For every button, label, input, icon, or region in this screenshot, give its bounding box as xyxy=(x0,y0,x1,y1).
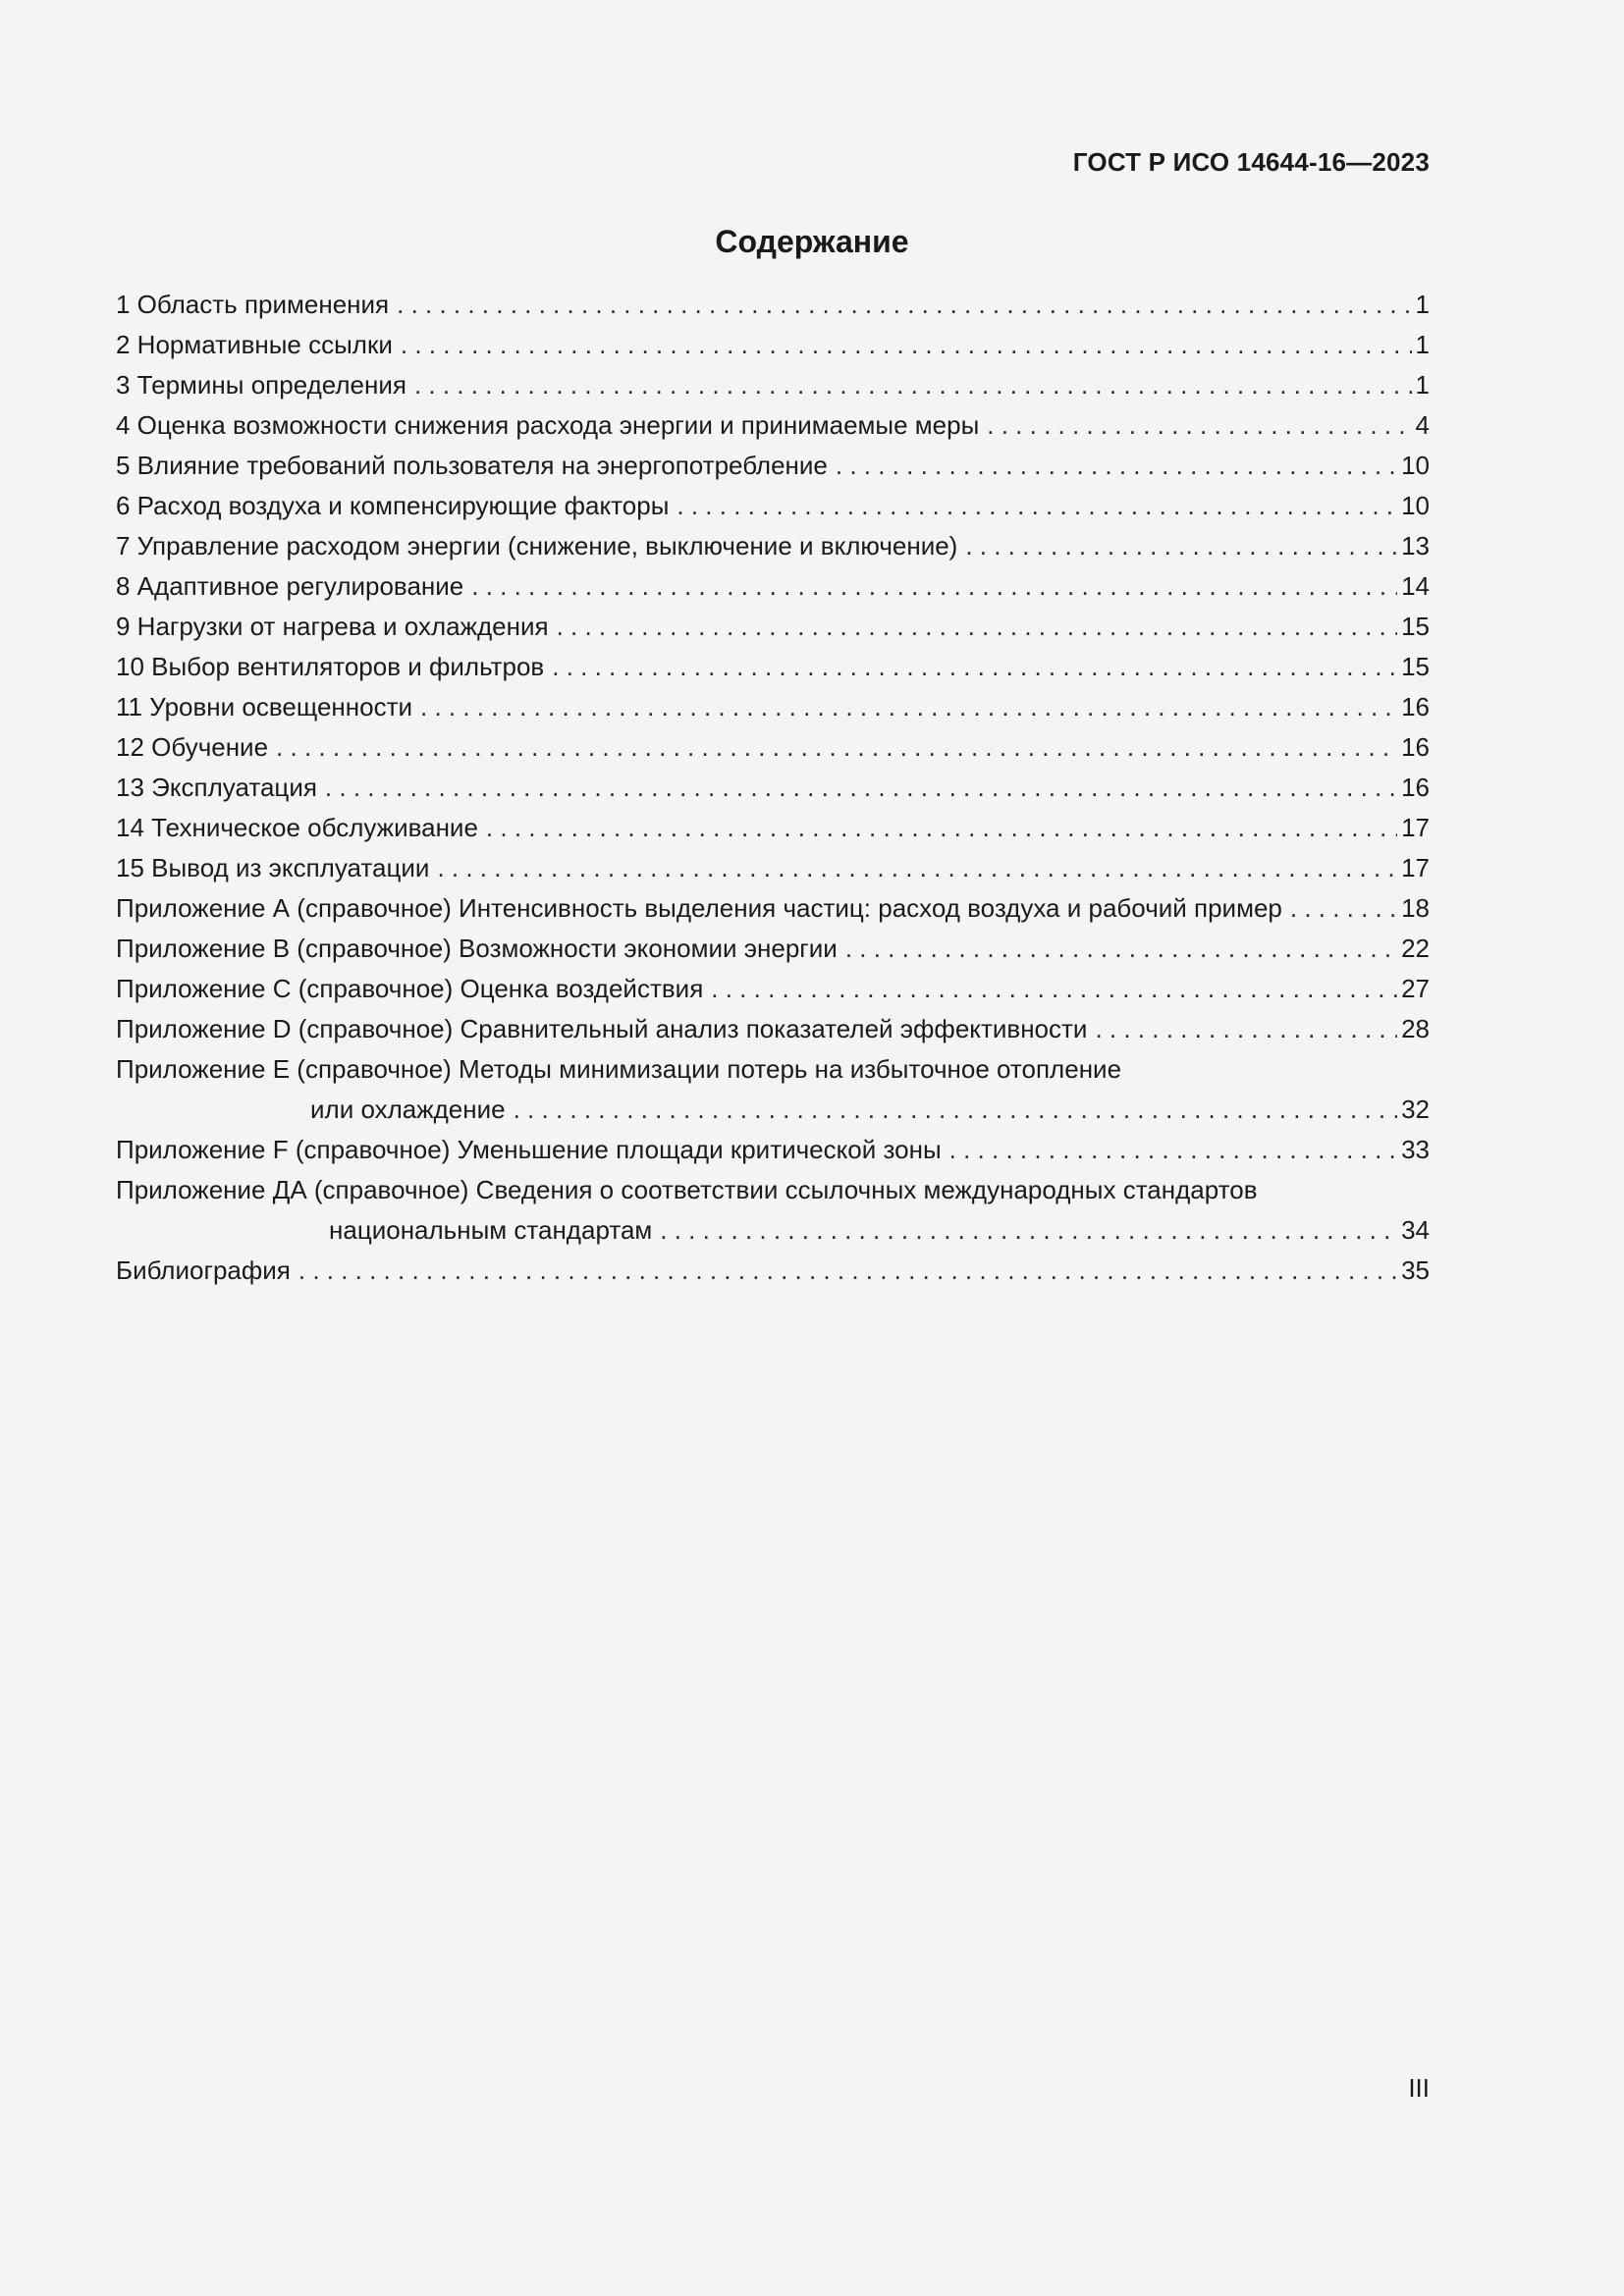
toc-entry-10[interactable] xyxy=(116,647,1430,687)
toc-entry-label: Приложение Е (справочное) Методы минимизации потерь на избыточное отопление xyxy=(116,1054,1122,1084)
toc-entry-label: 1 Область применения xyxy=(116,290,390,319)
toc-entry-label-continuation: или охлаждение xyxy=(310,1095,506,1124)
toc-entry-label: 11 Уровни освещенности xyxy=(116,692,413,721)
toc-leader-dots xyxy=(677,486,1397,526)
toc-entry-page: 34 xyxy=(1401,1215,1430,1245)
toc-leader-dots xyxy=(397,285,1411,325)
toc-entry-page: 16 xyxy=(1401,773,1430,802)
toc-entry-page: 16 xyxy=(1401,732,1430,762)
toc-entry-page: 4 xyxy=(1415,410,1430,440)
toc-leader-dots xyxy=(660,1210,1397,1251)
toc-entry-annex-da[interactable] xyxy=(116,1170,1430,1251)
toc-entry-annex-a[interactable] xyxy=(116,888,1430,929)
toc-entry-label: Приложение А (справочное) Интенсивность выделения частиц: расход воздуха и рабочий пример xyxy=(116,893,1282,923)
toc-entry-annex-f[interactable] xyxy=(116,1130,1430,1170)
toc-entry-1[interactable] xyxy=(116,285,1430,325)
toc-entry-bibliography[interactable] xyxy=(116,1251,1430,1291)
toc-leader-dots xyxy=(949,1130,1397,1170)
toc-entry-7[interactable] xyxy=(116,526,1430,566)
toc-entry-12[interactable] xyxy=(116,727,1430,768)
toc-leader-dots xyxy=(414,365,1412,405)
toc-entry-page: 1 xyxy=(1415,370,1430,400)
toc-entry-label: 8 Адаптивное регулирование xyxy=(116,571,464,601)
document-standard-header: ГОСТ Р ИСО 14644-16—2023 xyxy=(1072,147,1430,177)
toc-leader-dots xyxy=(836,446,1397,486)
toc-entry-page: 15 xyxy=(1401,612,1430,641)
toc-entry-2[interactable] xyxy=(116,325,1430,365)
toc-leader-dots xyxy=(325,768,1397,808)
toc-entry-label: 3 Термины определения xyxy=(116,370,406,400)
toc-entry-label: 10 Выбор вентиляторов и фильтров xyxy=(116,652,545,681)
toc-leader-dots xyxy=(420,687,1397,727)
toc-entry-label: Приложение С (справочное) Оценка воздействия xyxy=(116,974,704,1003)
page-number: III xyxy=(1408,2073,1430,2103)
toc-leader-dots xyxy=(1290,888,1397,929)
toc-entry-page: 10 xyxy=(1401,491,1430,520)
toc-leader-dots xyxy=(965,526,1397,566)
toc-leader-dots xyxy=(1095,1009,1397,1049)
toc-entry-label: 7 Управление расходом энергии (снижение, выключение и включение) xyxy=(116,531,958,561)
toc-entry-label: Приложение F (справочное) Уменьшение площади критической зоны xyxy=(116,1135,942,1164)
toc-entry-page: 17 xyxy=(1401,813,1430,842)
toc-title: Содержание xyxy=(715,224,909,259)
toc-leader-dots xyxy=(552,647,1397,687)
toc-leader-dots xyxy=(987,405,1411,446)
toc-entry-annex-c[interactable] xyxy=(116,969,1430,1009)
toc-entry-page: 27 xyxy=(1401,974,1430,1003)
toc-entry-label: 13 Эксплуатация xyxy=(116,773,317,802)
toc-leader-dots xyxy=(557,607,1397,647)
toc-entry-14[interactable] xyxy=(116,808,1430,848)
toc-entry-label: 4 Оценка возможности снижения расхода энергии и принимаемые меры xyxy=(116,410,980,440)
toc-entry-page: 35 xyxy=(1401,1255,1430,1285)
toc-leader-dots xyxy=(486,808,1397,848)
toc-entry-11[interactable] xyxy=(116,687,1430,727)
toc-entry-page: 16 xyxy=(1401,692,1430,721)
toc-entry-page: 1 xyxy=(1415,330,1430,359)
table-of-contents xyxy=(116,285,1430,1291)
toc-entry-annex-b[interactable] xyxy=(116,929,1430,969)
toc-entry-label: 2 Нормативные ссылки xyxy=(116,330,393,359)
toc-entry-label: 14 Техническое обслуживание xyxy=(116,813,478,842)
toc-leader-dots xyxy=(401,325,1412,365)
toc-entry-page: 28 xyxy=(1401,1014,1430,1043)
toc-entry-page: 1 xyxy=(1415,290,1430,319)
toc-entry-label: Приложение D (справочное) Сравнительный анализ показателей эффективности xyxy=(116,1014,1088,1043)
toc-entry-3[interactable] xyxy=(116,365,1430,405)
toc-leader-dots xyxy=(298,1251,1397,1291)
toc-entry-page: 14 xyxy=(1401,571,1430,601)
toc-entry-label: 6 Расход воздуха и компенсирующие факторы xyxy=(116,491,670,520)
toc-entry-15[interactable] xyxy=(116,848,1430,888)
toc-entry-page: 17 xyxy=(1401,853,1430,882)
toc-leader-dots xyxy=(471,566,1397,607)
toc-entry-5[interactable] xyxy=(116,446,1430,486)
toc-entry-label: 12 Обучение xyxy=(116,732,269,762)
toc-entry-page: 13 xyxy=(1401,531,1430,561)
toc-entry-9[interactable] xyxy=(116,607,1430,647)
toc-entry-page: 32 xyxy=(1401,1095,1430,1124)
toc-entry-label: Библиография xyxy=(116,1255,291,1285)
toc-entry-8[interactable] xyxy=(116,566,1430,607)
toc-entry-label: Приложение В (справочное) Возможности экономии энергии xyxy=(116,934,838,963)
toc-leader-dots xyxy=(437,848,1397,888)
toc-entry-label-continuation: национальным стандартам xyxy=(329,1215,653,1245)
toc-entry-annex-e[interactable] xyxy=(116,1049,1430,1130)
toc-entry-13[interactable] xyxy=(116,768,1430,808)
toc-leader-dots xyxy=(276,727,1397,768)
toc-entry-label: Приложение ДА (справочное) Сведения о соответствии ссылочных международных стандартов xyxy=(116,1175,1258,1204)
toc-entry-page: 18 xyxy=(1401,893,1430,923)
toc-leader-dots xyxy=(514,1090,1397,1130)
toc-entry-page: 15 xyxy=(1401,652,1430,681)
toc-leader-dots xyxy=(845,929,1397,969)
toc-entry-6[interactable] xyxy=(116,486,1430,526)
toc-entry-page: 10 xyxy=(1401,451,1430,480)
toc-entry-label: 15 Вывод из эксплуатации xyxy=(116,853,430,882)
toc-entry-label: 9 Нагрузки от нагрева и охлаждения xyxy=(116,612,549,641)
toc-entry-4[interactable] xyxy=(116,405,1430,446)
toc-entry-page: 33 xyxy=(1401,1135,1430,1164)
toc-leader-dots xyxy=(711,969,1397,1009)
toc-entry-label: 5 Влияние требований пользователя на энергопотребление xyxy=(116,451,828,480)
toc-entry-page: 22 xyxy=(1401,934,1430,963)
toc-entry-annex-d[interactable] xyxy=(116,1009,1430,1049)
